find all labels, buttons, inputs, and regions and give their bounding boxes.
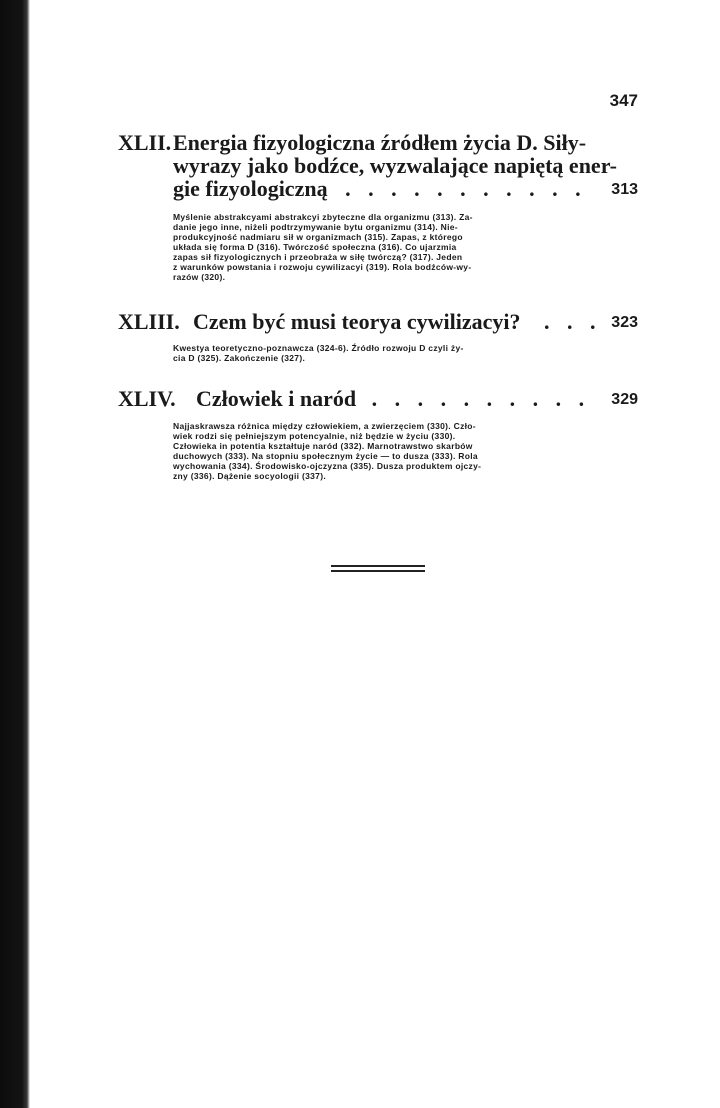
chapter-title-text: Człowiek i naród [196,386,357,411]
summary-line: Człowieka in potentia kształtuje naród (332). Marnotrawstwo skarbów [173,441,473,451]
chapter-page-ref: 313 [611,181,638,198]
summary-line: zapas sił fizyologicznych i przeobraża w siłę twórczą? (317). Jeden [173,252,463,262]
summary-line: duchowych (333). Na stopniu społecznym życie — to dusza (333). Rola [173,451,478,461]
book-spine-shadow [0,0,30,1108]
chapter-heading [118,131,638,200]
chapter-title-text: Czem być musi teorya cywilizacyi? [193,309,521,334]
summary-line: z warunków powstania i rozwoju cywilizacyi (319). Rola bodźców-wy- [173,262,472,272]
chapter-summary [173,421,598,481]
chapter-title-line [193,310,638,333]
summary-line: wiek rodzi się pełniejszym potencyalnie, niż będzie w życiu (330). [173,431,456,441]
summary-line: układa się forma D (316). Twórczość społeczna (316). Co ujarzmia [173,242,457,252]
summary-line: razów (320). [173,272,226,282]
chapter-numeral: XLIII. [118,309,180,334]
summary-line: Kwestya teoretyczno-poznawcza (324-6). Źródło rozwoju D czyli ży- [173,343,464,353]
chapter-numeral: XLII. [118,130,172,155]
chapter-numeral: XLIV. [118,386,176,411]
toc-entry-xliii [118,310,638,363]
page-number: 347 [609,91,638,110]
chapter-title-line: Energia fizyologiczna źródłem życia D. Siły- [173,130,587,155]
chapter-heading [118,310,638,333]
chapter-title-line [196,387,638,410]
summary-line: zny (336). Dążenie socyologii (337). [173,471,326,481]
chapter-page-ref: 323 [611,314,638,331]
summary-line: Myślenie abstrakcyami abstrakcyi zbyteczne dla organizmu (313). Za- [173,212,473,222]
toc-entry-xlii [118,131,638,282]
chapter-title-line [173,177,638,200]
summary-line: Najjaskrawsza różnica między człowiekiem, a zwierzęciem (330). Czło- [173,421,476,431]
summary-line: wychowania (334). Środowisko-ojczyzna (335). Dusza produktem ojczy- [173,461,482,471]
end-rule-top [331,565,425,567]
chapter-summary [173,343,598,363]
chapter-title-text: gie fizyologiczną [173,176,328,201]
leader-dots: . . . [543,309,602,334]
chapter-title-line: wyrazy jako bodźce, wyzwalające napiętą ener- [173,153,617,178]
summary-line: cia D (325). Zakończenie (327). [173,353,306,363]
chapter-page-ref: 329 [611,391,638,408]
end-rule-bottom [331,570,425,572]
leader-dots: . . . . . . . . . . . [345,176,587,201]
chapter-heading [118,387,638,410]
summary-line: produkcyjność nadmiaru sił w organizmach (315). Zapas, z którego [173,232,463,242]
leader-dots: . . . . . . . . . . [371,386,591,411]
toc-entry-xliv [118,387,638,481]
chapter-summary [173,212,598,282]
summary-line: danie jego inne, niżeli podtrzymywanie bytu organizmu (314). Nie- [173,222,458,232]
